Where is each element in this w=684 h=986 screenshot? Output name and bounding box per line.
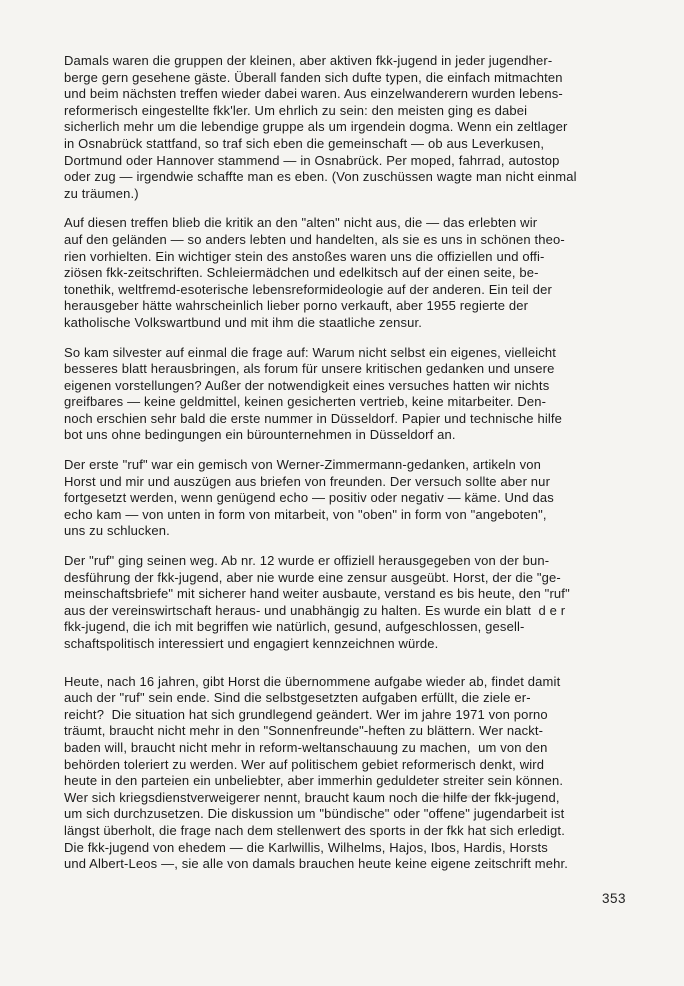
text-line: längst überholt, die frage nach dem stellenwert des sports in der fkk hat sich erledigt. [64, 822, 565, 838]
text-line: echo kam — von unten in form von mitarbeit, von "oben" in form von "angeboten", [64, 506, 547, 522]
text-line: eigenen vorstellungen? Außer der notwendigkeit eines versuches hatten wir nichts [64, 377, 550, 393]
text-line: um sich durchzusetzen. Die diskussion um "bündische" oder "offene" jugendarbeit ist [64, 806, 565, 822]
text-line: So kam silvester auf einmal die frage auf: Warum nicht selbst ein eigenes, vielleicht [64, 344, 557, 360]
scan-smudge [432, 795, 490, 798]
text-line: meinschaftsbriefe" mit sicherer hand weiter ausbaute, verstand es bis heute, den "ruf" [64, 586, 570, 602]
text-line: auf den geländen — so anders lebten und handelten, als sie es uns in schönen theo- [64, 231, 565, 247]
text-line: und Albert-Leos —, sie alle von damals brauchen heute keine eigene zeitschrift mehr. [64, 856, 568, 872]
text-line: Der erste "ruf" war ein gemisch von Werner-Zimmermann-gedanken, artikeln von [64, 457, 542, 473]
text-line: ziösen fkk-zeitschriften. Schleiermädchen und edelkitsch auf der einen seite, be- [64, 265, 539, 281]
text-line: katholische Volkswartbund und mit ihm die staatliche zensur. [64, 314, 423, 330]
text-line: aus der vereinswirtschaft heraus- und unabhängig zu halten. Es wurde ein blatt d e r [64, 602, 566, 618]
text-line: in Osnabrück stattfand, so traf sich eben die gemeinschaft — ob aus Leverkusen, [64, 135, 545, 151]
paragraph [64, 457, 630, 540]
text-line: Damals waren die gruppen der kleinen, aber aktiven fkk-jugend in jeder jugendher- [64, 53, 553, 68]
text-line: bot uns ohne bedingungen ein bürounternehmen in Düsseldorf an. [64, 427, 456, 443]
text-line: rien vorhielten. Ein wichtiger stein des anstoßes waren uns die offiziellen und offi- [64, 248, 545, 264]
text-line: Auf diesen treffen blieb die kritik an den "alten" nicht aus, die — das erlebten wir [64, 215, 538, 231]
text-line: Der "ruf" ging seinen weg. Ab nr. 12 wurde er offiziell herausgegeben von der bun- [64, 553, 550, 569]
text-line: noch erschien sehr bald die erste nummer in Düsseldorf. Papier und technische hilfe [64, 410, 563, 426]
text-line: desführung der fkk-jugend, aber nie wurde eine zensur ausgeübt. Horst, der die "ge- [64, 569, 561, 585]
text-line: behörden toleriert zu werden. Wer auf politischem gebiet reformerisch denkt, wird [64, 756, 545, 772]
page-number: 353 [601, 891, 626, 906]
text-line: fortgesetzt werden, wenn genügend echo — positiv oder negativ — käme. Und das [64, 490, 554, 506]
text-line: träumt, braucht nicht mehr in den "Sonnenfreunde"-heften zu blättern. Wer nackt- [64, 723, 544, 739]
paragraph [64, 53, 630, 202]
text-line: Dortmund oder Hannover stammend — in Osnabrück. Per moped, fahrrad, autostop [64, 152, 560, 168]
text-line: sicherlich mehr um die lebendige gruppe als um irgendein dogma. Wenn ein zeltlager [64, 119, 568, 135]
paragraph [64, 674, 630, 873]
text-line: reformerisch eingestellte fkk'ler. Um ehrlich zu sein: den meisten ging es dabei [64, 102, 528, 118]
text-line: reicht? Die situation hat sich grundlegend geändert. Wer im jahre 1971 von porno [64, 706, 548, 722]
text-line: oder zug — irgendwie schaffte man es eben. (Von zuschüssen wagte man nicht einmal [64, 169, 577, 185]
page-text-block [64, 53, 630, 886]
text-line: greifbares — keine geldmittel, keinen gesicherten vertrieb, keine mitarbeiter. Den- [64, 394, 547, 410]
text-line: zu träumen.) [64, 185, 139, 201]
text-line: auch der "ruf" sein ende. Sind die selbstgesetzten aufgaben erfüllt, die ziele er- [64, 690, 531, 706]
paragraph [64, 215, 630, 331]
text-line: heute in den parteien ein unbeliebter, aber immerhin geduldeter streiter sein können. [64, 773, 564, 789]
text-line: herausgeber hätte wahrscheinlich lieber porno verkauft, aber 1955 regierte der [64, 298, 529, 314]
paragraph [64, 553, 630, 653]
text-line: Die fkk-jugend von ehedem — die Karlwillis, Wilhelms, Hajos, Ibos, Hardis, Horsts [64, 839, 548, 855]
text-line: uns zu schlucken. [64, 523, 170, 539]
text-line: fkk-jugend, die ich mit begriffen wie natürlich, gesund, aufgeschlossen, gesell- [64, 619, 525, 635]
text-line: schaftspolitisch interessiert und engagiert kennzeichnen würde. [64, 636, 439, 651]
text-line: besseres blatt herausbringen, als forum für unsere kritischen gedanken und unsere [64, 361, 555, 377]
text-line: Wer sich kriegsdienstverweigerer nennt, braucht kaum noch die hilfe der fkk-jugend, [64, 789, 560, 805]
text-line: Heute, nach 16 jahren, gibt Horst die übernommene aufgabe wieder ab, findet damit [64, 673, 561, 689]
text-line: tonethik, weltfremd-esoterische lebensreformideologie auf der anderen. Ein teil der [64, 281, 552, 297]
text-line: berge gern gesehene gäste. Überall fanden sich dufte typen, die einfach mitmachten [64, 69, 563, 85]
text-line: baden will, braucht nicht mehr in reform-weltanschauung zu machen, um von den [64, 739, 548, 755]
text-line: und beim nächsten treffen wieder dabei waren. Aus einzelwanderern wurden lebens- [64, 86, 563, 102]
scan-smudge [504, 796, 534, 799]
paragraph [64, 345, 630, 445]
text-line: Horst und mir und auszügen aus briefen von freunden. Der versuch sollte aber nur [64, 473, 551, 489]
